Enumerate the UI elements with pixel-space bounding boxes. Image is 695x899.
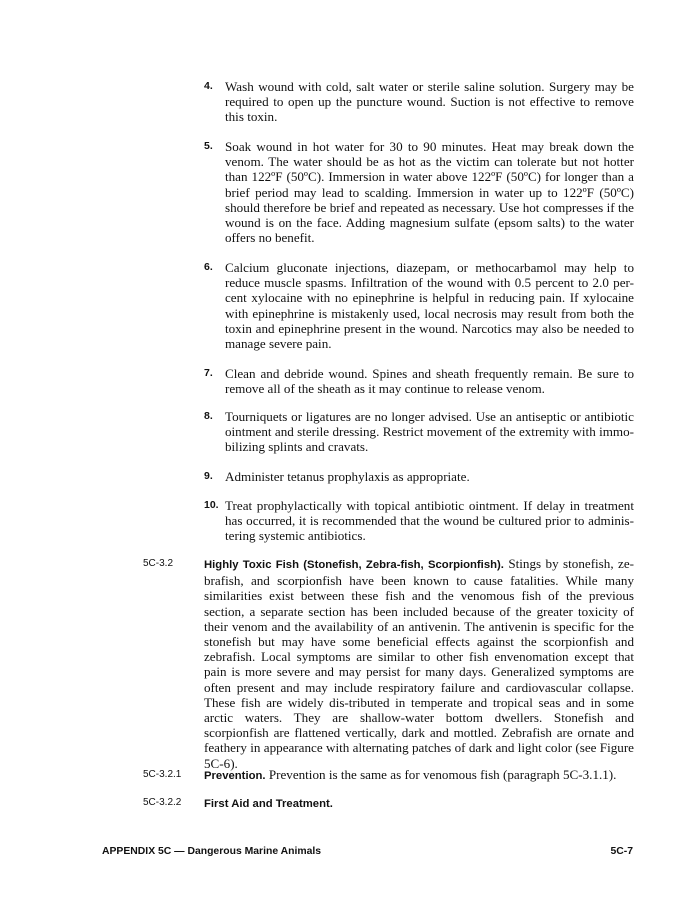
list-item-text: Administer tetanus prophylaxis as appropriate. [225,469,470,484]
list-item-6 [204,260,634,351]
list-item-text: Tourniquets or ligatures are no longer advised. Use an antiseptic or antibiotic ointment and sterile dressing. Restrict movement of the extremity with immo-bilizing splints and cravats. [225,409,634,455]
subsection-text: Prevention is the same as for venomous fish (paragraph 5C-3.1.1). [268,767,617,782]
list-item-text: Soak wound in hot water for 30 to 90 minutes. Heat may break down the venom. The water should be as hot as the victim can tolerate but not hotter than 122ºF (50ºC). Immersion in water above 122ºF (50ºC) for longer than a brief period may lead to scalding. Immersion in water up to 122ºF (50ºC) should therefore be brief and repeated as necessary. Use hot compresses if the wound is on the face. Adding magnesium sulfate (epsom salts) to the water offers no benefit. [225,139,634,246]
page-number: 5C-7 [610,846,633,857]
list-item-number: 10. [204,499,219,511]
section-heading: Highly Toxic Fish (Stonefish, Zebra-fish, Scorpionfish). [204,559,504,571]
section-paragraph [204,556,634,771]
subsection-heading: Prevention. [204,770,266,782]
footer-title: APPENDIX 5C — Dangerous Marine Animals [102,846,322,857]
list-item-8 [204,409,634,455]
list-item-number: 5. [204,140,213,152]
list-item-text: Treat prophylactically with topical antibiotic ointment. If delay in treatment has occurred, it is recommended that the wound be cultured prior to adminis-tering systemic antibiotics. [225,498,634,544]
section-text: Stings by stonefish, ze-brafish, and scorpionfish have been known to cause fatalities. While many similarities exist between these fish and the venomous fish of the previous section, a separate section has been included because of the greater toxicity of their venom and the availability of an antivenin. The antivenin is specific for the stonefish but may have some beneficial effects against the scorpionfish and zebrafish. Local symptoms are similar to other fish envenomation except that pain is more severe and may persist for many days. Generalized symptoms are often present and may include respiratory failure and cardiovascular collapse. These fish are widely dis-tributed in temperate and tropical seas and in some arctic waters. They are shallow-water bottom dwellers. Stonefish and scorpionfish are flattened vertically, dark and mottled. Zebrafish are ornate and feathery in appearance with alternating patches of dark and light color (see Figure 5C-6). [204,556,635,771]
list-item-number: 9. [204,470,213,482]
list-item-number: 4. [204,80,213,92]
list-item-text: Calcium gluconate injections, diazepam, or methocarbamol may help to reduce muscle spasms. Infiltration of the wound with 0.5 percent to 2.0 per-cent xylocaine with no epinephrine is helpful in reducing pain. If xylocaine with epinephrine is mistakenly used, local necrosis may result from both the toxin and epinephrine present in the wound. Narcotics may also be needed to manage severe pain. [225,260,634,352]
subsection-heading: First Aid and Treatment. [204,798,333,810]
list-item-text: Clean and debride wound. Spines and sheath frequently remain. Be sure to remove all of the sheath as it may continue to release venom. [225,366,634,397]
section-number: 5C-3.2 [143,558,174,569]
subsection-paragraph [204,767,634,784]
subsection-number: 5C-3.2.1 [143,769,182,780]
list-item-10 [204,498,634,544]
list-item-number: 8. [204,410,213,422]
list-item-number: 7. [204,367,213,379]
list-item-text: Wash wound with cold, salt water or sterile saline solution. Surgery may be required to open up the puncture wound. Suction is not effective to remove this toxin. [225,79,634,125]
list-item-4 [204,79,634,125]
list-item-7 [204,366,634,396]
subsection-paragraph [204,795,634,812]
list-item-5 [204,139,634,245]
subsection-number: 5C-3.2.2 [143,797,182,808]
list-item-number: 6. [204,261,213,273]
list-item-9 [204,469,634,484]
